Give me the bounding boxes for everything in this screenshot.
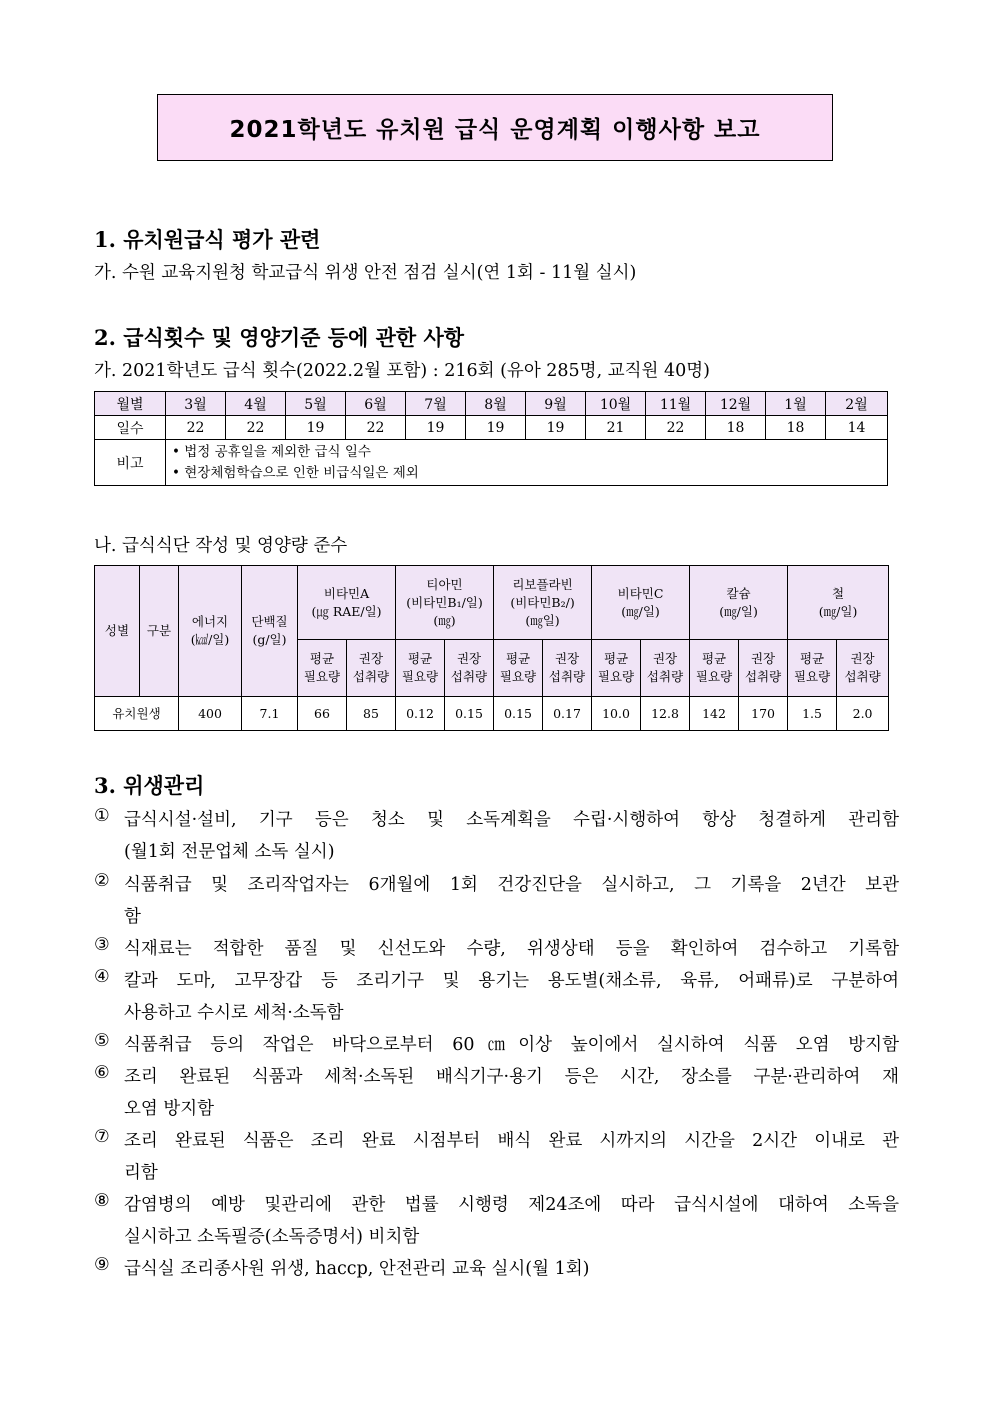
value-cell: 0.15	[445, 697, 494, 731]
calcium-header	[690, 566, 788, 640]
recommended-intake-header	[739, 640, 788, 697]
avg-label: 필요량	[793, 669, 831, 684]
avg-label: 필요량	[401, 669, 439, 684]
month-cell: 12월	[706, 392, 766, 416]
days-cell: 22	[166, 416, 226, 440]
avg-requirement-header	[298, 640, 347, 697]
vitamin-a-header	[298, 566, 396, 640]
iron-unit: (㎎/일)	[818, 603, 858, 619]
value-cell: 142	[690, 697, 739, 731]
item-text-cont: (월1회 전문업체 소독 실시)	[124, 842, 335, 862]
month-cell: 3월	[166, 392, 226, 416]
days-cell: 19	[466, 416, 526, 440]
item-number: ⑧	[94, 1191, 110, 1211]
item-text: 식재료는 적합한 품질 및 신선도와 수량, 위생상태 등을 확인하여 검수하고 기록함	[124, 939, 899, 959]
item-number: ①	[94, 806, 110, 826]
avg-requirement-header	[592, 640, 641, 697]
item-text-cont: 실시하고 소독필증(소독증명서) 비치함	[124, 1227, 420, 1247]
month-cell: 6월	[346, 392, 406, 416]
calcium-label: 칼슘	[726, 585, 751, 601]
iron-label: 철	[832, 585, 845, 601]
avg-label: 필요량	[499, 669, 537, 684]
note-line: • 법정 공휴일을 제외한 급식 일수	[172, 443, 371, 460]
days-cell: 19	[406, 416, 466, 440]
month-cell: 9월	[526, 392, 586, 416]
month-cell: 8월	[466, 392, 526, 416]
avg-label: 평균	[603, 651, 629, 666]
rec-label: 권장	[750, 651, 776, 666]
section2-heading: 2. 급식횟수 및 영양기준 등에 관한 사항	[94, 325, 465, 350]
vitamin-a-label: 비타민A	[323, 585, 370, 601]
rec-label: 권장	[554, 651, 580, 666]
energy-unit: (㎉/일)	[190, 632, 230, 647]
item-text-cont: 함	[124, 907, 141, 927]
avg-label: 필요량	[695, 669, 733, 684]
riboflavin-label: 리보플라빈	[512, 576, 573, 592]
meal-count-table	[94, 391, 888, 486]
iron-header	[788, 566, 889, 640]
rec-label: 섭취량	[450, 669, 488, 684]
avg-requirement-header	[494, 640, 543, 697]
vitamin-c-label: 비타민C	[617, 585, 664, 601]
avg-label: 평균	[701, 651, 727, 666]
value-cell: 1.5	[788, 697, 837, 731]
avg-label: 평균	[799, 651, 825, 666]
month-cell: 5월	[286, 392, 346, 416]
item-text: 조리 완료된 식품은 조리 완료 시점부터 배식 완료 시까지의 시간을 2시간 이내로 관	[124, 1131, 899, 1151]
rec-label: 섭취량	[744, 669, 782, 684]
value-cell: 10.0	[592, 697, 641, 731]
category-header: 구분	[140, 566, 179, 697]
month-cell: 7월	[406, 392, 466, 416]
recommended-intake-header	[543, 640, 592, 697]
item-number: ②	[94, 871, 110, 891]
item-text: 칼과 도마, 고무장갑 등 조리기구 및 용기는 용도별(채소류, 육류, 어패류)로 구분하여	[124, 971, 899, 991]
note-label: 비고	[95, 440, 166, 486]
avg-label: 평균	[505, 651, 531, 666]
riboflavin-header	[494, 566, 592, 640]
month-cell: 10월	[586, 392, 646, 416]
riboflavin-sub: (비타민B₂/)	[510, 594, 575, 610]
rec-label: 권장	[850, 651, 875, 666]
section2-item-b: 나. 급식식단 작성 및 영양량 준수	[94, 536, 348, 556]
item-number: ④	[94, 967, 110, 987]
rec-label: 섭취량	[646, 669, 684, 684]
month-cell: 4월	[226, 392, 286, 416]
item-number: ⑨	[94, 1255, 110, 1275]
avg-requirement-header	[396, 640, 445, 697]
note-cell	[166, 440, 888, 486]
days-cell: 21	[586, 416, 646, 440]
protein-header	[242, 566, 298, 697]
value-cell: 2.0	[837, 697, 889, 731]
recommended-intake-header	[347, 640, 396, 697]
section1-item: 가. 수원 교육지원청 학교급식 위생 안전 점검 실시(연 1회 - 11월 실시)	[94, 263, 637, 283]
recommended-intake-header	[641, 640, 690, 697]
value-cell: 66	[298, 697, 347, 731]
row-label: 유치원생	[95, 697, 179, 731]
riboflavin-unit: (㎎일)	[525, 612, 560, 628]
month-cell: 2월	[826, 392, 888, 416]
value-cell: 85	[347, 697, 396, 731]
protein-label: 단백질	[251, 614, 288, 629]
days-cell: 14	[826, 416, 888, 440]
item-text-cont: 오염 방지함	[124, 1099, 215, 1119]
month-cell: 1월	[766, 392, 826, 416]
section1-heading: 1. 유치원급식 평가 관련	[94, 227, 321, 252]
days-cell: 18	[766, 416, 826, 440]
days-cell: 22	[646, 416, 706, 440]
days-cell: 19	[526, 416, 586, 440]
avg-requirement-header	[690, 640, 739, 697]
item-text: 급식실 조리종사원 위생, haccp, 안전관리 교육 실시(월 1회)	[124, 1259, 590, 1279]
value-cell: 0.17	[543, 697, 592, 731]
item-number: ⑦	[94, 1127, 110, 1147]
rec-label: 섭취량	[352, 669, 390, 684]
month-label: 월별	[95, 392, 166, 416]
thiamin-unit: (㎎)	[433, 612, 456, 628]
recommended-intake-header	[837, 640, 889, 697]
days-label: 일수	[95, 416, 166, 440]
section3-heading: 3. 위생관리	[94, 773, 205, 798]
days-cell: 19	[286, 416, 346, 440]
item-text-cont: 사용하고 수시로 세척·소독함	[124, 1003, 344, 1023]
item-number: ⑥	[94, 1063, 110, 1083]
days-row	[95, 416, 888, 440]
item-text: 감염병의 예방 및관리에 관한 법률 시행령 제24조에 따라 급식시설에 대하여 소독을	[124, 1195, 899, 1215]
energy-header	[179, 566, 242, 697]
document-title: 2021학년도 유치원 급식 운영계획 이행사항 보고	[157, 94, 833, 161]
item-text: 식품취급 등의 작업은 바닥으로부터 60㎝이상 높이에서 실시하여 식품 오염 방지함	[124, 1035, 899, 1055]
rec-label: 권장	[358, 651, 384, 666]
item-number: ⑤	[94, 1031, 110, 1051]
calcium-unit: (㎎/일)	[719, 603, 758, 619]
note-line: • 현장체험학습으로 인한 비급식일은 제외	[172, 464, 419, 481]
item-text: 식품취급 및 조리작업자는 6개월에 1회 건강진단을 실시하고, 그 기록을 2년간 보관	[124, 875, 899, 895]
vitamin-a-unit: (㎍ RAE/일)	[311, 603, 382, 619]
item-number: ③	[94, 935, 110, 955]
month-row	[95, 392, 888, 416]
days-cell: 18	[706, 416, 766, 440]
item-text: 조리 완료된 식품과 세척·소독된 배식기구·용기 등은 시간, 장소를 구분·관리하여 재	[124, 1067, 899, 1087]
rec-label: 섭취량	[844, 669, 881, 684]
nutrition-header-row	[95, 566, 889, 640]
nutrition-table	[94, 565, 889, 731]
value-cell: 170	[739, 697, 788, 731]
avg-label: 평균	[309, 651, 335, 666]
days-cell: 22	[226, 416, 286, 440]
protein-unit: (g/일)	[252, 632, 287, 647]
avg-label: 필요량	[303, 669, 341, 684]
nutrition-data-row	[95, 697, 889, 731]
thiamin-sub: (비타민B₁/일)	[406, 594, 483, 610]
rec-label: 섭취량	[548, 669, 586, 684]
value-cell: 0.15	[494, 697, 543, 731]
item-text-cont: 리함	[124, 1163, 158, 1183]
days-cell: 22	[346, 416, 406, 440]
value-cell: 12.8	[641, 697, 690, 731]
avg-label: 필요량	[597, 669, 635, 684]
value-cell: 400	[179, 697, 242, 731]
vitamin-c-header	[592, 566, 690, 640]
recommended-intake-header	[445, 640, 494, 697]
month-cell: 11월	[646, 392, 706, 416]
vitamin-c-unit: (㎎/일)	[621, 603, 660, 619]
avg-label: 평균	[407, 651, 433, 666]
note-row	[95, 440, 888, 486]
gender-header: 성별	[95, 566, 140, 697]
energy-label: 에너지	[191, 614, 229, 629]
avg-requirement-header	[788, 640, 837, 697]
rec-label: 권장	[652, 651, 678, 666]
section2-item-a: 가. 2021학년도 급식 횟수(2022.2월 포함) : 216회 (유아 285명, 교직원 40명)	[94, 361, 710, 381]
thiamin-header	[396, 566, 494, 640]
item-text: 급식시설·설비, 기구 등은 청소 및 소독계획을 수립·시행하여 항상 청결하게 관리함	[124, 810, 899, 830]
thiamin-label: 티아민	[426, 576, 463, 592]
value-cell: 0.12	[396, 697, 445, 731]
value-cell: 7.1	[242, 697, 298, 731]
rec-label: 권장	[456, 651, 482, 666]
